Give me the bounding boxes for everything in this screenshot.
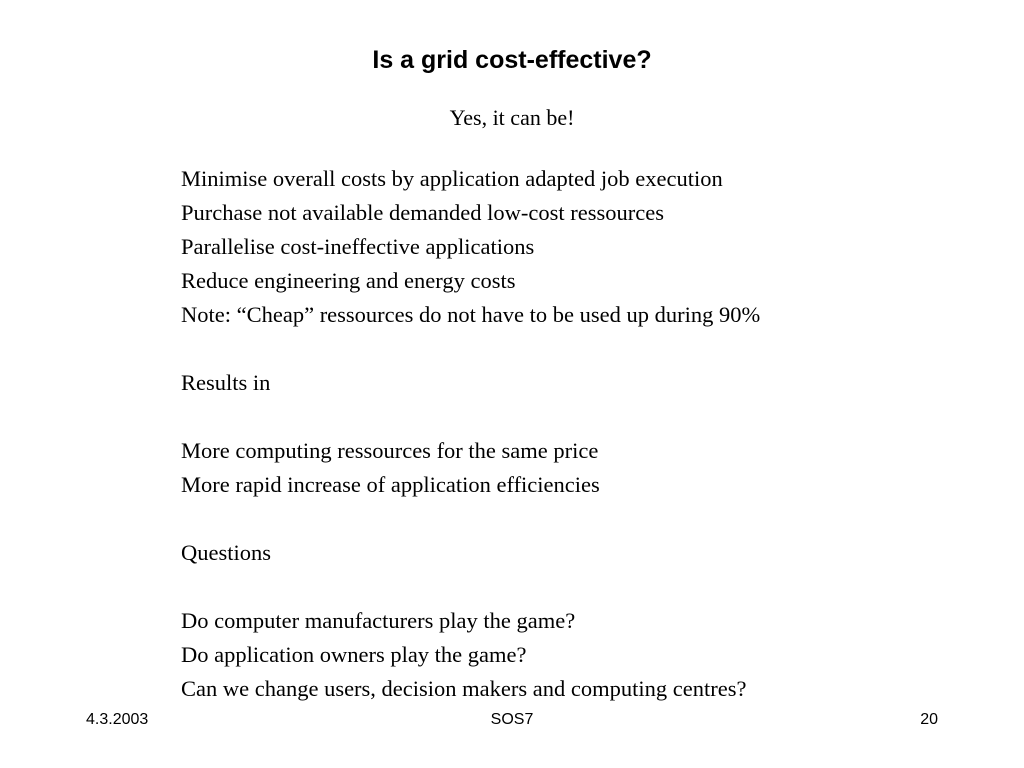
- body-line: Can we change users, decision makers and computing centres?: [181, 676, 747, 701]
- section-heading-results: Results in: [181, 370, 271, 395]
- blank-line: [181, 570, 1001, 604]
- footer-date: 4.3.2003: [86, 711, 149, 728]
- body-line: Note: “Cheap” ressources do not have to be used up during 90%: [181, 302, 761, 327]
- body-line: Do computer manufacturers play the game?: [181, 608, 576, 633]
- body-line: Do application owners play the game?: [181, 642, 527, 667]
- body-line: Minimise overall costs by application adapted job execution: [181, 166, 723, 191]
- blank-line: [181, 332, 1001, 366]
- body-line: Parallelise cost-ineffective applications: [181, 234, 535, 259]
- body-line: More computing ressources for the same price: [181, 438, 599, 463]
- slide-subtitle: Yes, it can be!: [449, 105, 575, 130]
- section-heading-questions: Questions: [181, 540, 271, 565]
- footer-event: SOS7: [490, 711, 534, 728]
- blank-line: [181, 400, 1001, 434]
- blank-line: [181, 502, 1001, 536]
- slide-title: Is a grid cost-effective?: [372, 46, 652, 74]
- body-line: Purchase not available demanded low-cost ressources: [181, 200, 664, 225]
- body-line: More rapid increase of application efficiencies: [181, 472, 600, 497]
- slide-body: [181, 162, 1001, 706]
- body-line: Reduce engineering and energy costs: [181, 268, 516, 293]
- footer-page-number: 20: [920, 711, 938, 728]
